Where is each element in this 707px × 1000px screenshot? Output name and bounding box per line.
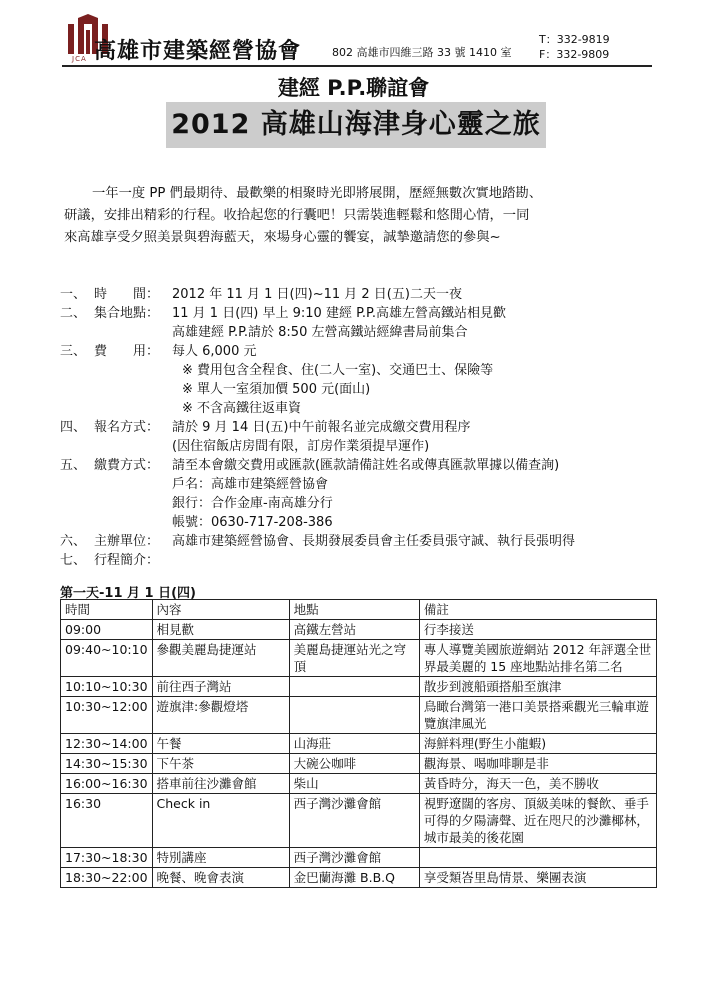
table-row (61, 794, 657, 848)
content-cell: 下午茶 (152, 754, 289, 774)
time-cell: 16:00~16:30 (61, 774, 153, 794)
item-label: 費 用： (94, 344, 160, 359)
item-label: 行程簡介： (94, 553, 160, 568)
account-name: 戶名：高雄市建築經營協會 (172, 477, 329, 492)
item-number: 七、 (60, 553, 87, 568)
item-label: 報名方式： (94, 420, 160, 435)
content-cell: 搭車前往沙灘會館 (152, 774, 289, 794)
day-one-title: 第一天-11 月 1 日(四) (60, 586, 196, 601)
time-cell: 10:10~10:30 (61, 677, 153, 697)
note-cell: 享受類峇里島情景、樂團表演 (419, 868, 656, 888)
table-row (61, 734, 657, 754)
content-cell: 參觀美麗島捷運站 (152, 640, 289, 677)
intro-line: 一年一度 PP 們最期待、最歡樂的相聚時光即將展開，歷經無數次實地踏勘、 (92, 186, 542, 201)
time-cell: 09:40~10:10 (61, 640, 153, 677)
detail-organizer (60, 532, 660, 551)
item-label: 集合地點： (94, 306, 160, 321)
item-value: 請至本會繳交費用或匯款(匯款請備註姓名或傳真匯款單據以備查詢) (172, 458, 560, 473)
header-divider (62, 65, 652, 67)
note-cell: 散步到渡船頭搭船至旗津 (419, 677, 656, 697)
content-cell: 遊旗津:參觀燈塔 (152, 697, 289, 734)
detail-meeting-place (60, 304, 660, 323)
item-value: 2012 年 11 月 1 日(四)~11 月 2 日(五)二天一夜 (172, 287, 462, 302)
table-row (61, 848, 657, 868)
time-cell: 18:30~22:00 (61, 868, 153, 888)
table-row (61, 754, 657, 774)
time-cell: 09:00 (61, 620, 153, 640)
detail-signup (60, 418, 660, 437)
place-cell: 美麗島捷運站光之穹頂 (289, 640, 419, 677)
fee-note: ※ 費用包含全程食、住(二人一室)、交通巴士、保險等 (182, 363, 494, 378)
organization-address: 802 高雄市四維三路 33 號 1410 室 (332, 46, 512, 59)
fee-note: ※ 不含高鐵往返車資 (182, 401, 302, 416)
time-cell: 12:30~14:00 (61, 734, 153, 754)
table-row (61, 640, 657, 677)
content-cell: 午餐 (152, 734, 289, 754)
item-number: 六、 (60, 534, 87, 549)
content-cell: 晚餐、晚會表演 (152, 868, 289, 888)
table-row (61, 868, 657, 888)
place-cell: 西子灣沙灘會館 (289, 848, 419, 868)
fee-note: ※ 單人一室須加價 500 元(面山) (182, 382, 371, 397)
item-number: 一、 (60, 287, 87, 302)
table-row (61, 620, 657, 640)
place-cell (289, 677, 419, 697)
column-header: 地點 (289, 600, 419, 620)
event-title: 2012 高雄山海津身心靈之旅 (166, 102, 546, 148)
table-row (61, 677, 657, 697)
item-number: 五、 (60, 458, 87, 473)
item-label: 繳費方式： (94, 458, 160, 473)
fax: F：332-9809 (539, 48, 610, 61)
note-cell: 觀海景、喝咖啡聊是非 (419, 754, 656, 774)
time-cell: 17:30~18:30 (61, 848, 153, 868)
content-cell: 特別講座 (152, 848, 289, 868)
note-cell: 專人導覽美國旅遊網站 2012 年評選全世界最美麗的 15 座地點站排名第二名 (419, 640, 656, 677)
detail-itinerary (60, 551, 660, 570)
detail-fee (60, 342, 660, 361)
item-number: 四、 (60, 420, 87, 435)
intro-line: 研議，安排出精彩的行程。收拾起您的行囊吧！只需裝進輕鬆和悠閒心情，一同 (64, 208, 530, 223)
time-cell: 14:30~15:30 (61, 754, 153, 774)
item-label: 時 間： (94, 287, 160, 302)
place-cell: 高鐵左營站 (289, 620, 419, 640)
intro-line: 來高雄享受夕照美景與碧海藍天，來場身心靈的饗宴，誠摯邀請您的參與~ (64, 230, 501, 245)
note-cell: 行李接送 (419, 620, 656, 640)
intro-paragraph (64, 183, 654, 249)
item-number: 三、 (60, 344, 87, 359)
place-cell: 金巴蘭海灘 B.B.Q (289, 868, 419, 888)
time-cell: 10:30~12:00 (61, 697, 153, 734)
organization-name: 高雄市建築經營協會 (94, 39, 302, 64)
table-header-row (61, 600, 657, 620)
time-cell: 16:30 (61, 794, 153, 848)
note-cell: 視野遼闊的客房、頂級美味的餐飲、垂手可得的夕陽濤聲、近在咫尺的沙灘椰林，城市最美的後花園 (419, 794, 656, 848)
place-cell: 西子灣沙灘會館 (289, 794, 419, 848)
telephone: T：332-9819 (539, 33, 610, 46)
contact-block (539, 32, 610, 62)
item-value: 請於 9 月 14 日(五)中午前報名並完成繳交費用程序 (172, 420, 471, 435)
detail-payment (60, 456, 660, 475)
bank-name: 銀行：合作金庫-南高雄分行 (172, 496, 333, 511)
table-row (61, 774, 657, 794)
note-cell (419, 848, 656, 868)
column-header: 時間 (61, 600, 153, 620)
note-cell: 黃昏時分，海天一色，美不勝收 (419, 774, 656, 794)
place-cell (289, 697, 419, 734)
place-cell: 山海莊 (289, 734, 419, 754)
account-number: 帳號：0630-717-208-386 (172, 515, 333, 530)
note-cell: 海鮮料理(野生小龍蝦) (419, 734, 656, 754)
content-cell: 相見歡 (152, 620, 289, 640)
content-cell: 前往西子灣站 (152, 677, 289, 697)
column-header: 備註 (419, 600, 656, 620)
item-value: 11 月 1 日(四) 早上 9:10 建經 P.P.高雄左營高鐵站相見歡 (172, 306, 506, 321)
schedule-table (60, 599, 657, 888)
place-cell: 大碗公咖啡 (289, 754, 419, 774)
note-cell: 鳥瞰台灣第一港口美景搭乘觀光三輪車遊覽旗津風光 (419, 697, 656, 734)
item-label: 主辦單位： (94, 534, 160, 549)
table-row (61, 697, 657, 734)
event-details (60, 285, 660, 570)
column-header: 內容 (152, 600, 289, 620)
item-continuation: (因住宿飯店房間有限，訂房作業須提早運作) (172, 439, 430, 454)
logo-abbreviation: JCA (72, 55, 87, 63)
item-value: 高雄市建築經營協會、長期發展委員會主任委員張守誠、執行長張明得 (172, 534, 576, 549)
content-cell: Check in (152, 794, 289, 848)
detail-time (60, 285, 660, 304)
item-continuation: 高雄建經 P.P.請於 8:50 左營高鐵站經緯書局前集合 (172, 325, 468, 340)
place-cell: 柴山 (289, 774, 419, 794)
item-value: 每人 6,000 元 (172, 344, 257, 359)
item-number: 二、 (60, 306, 87, 321)
event-subtitle: 建經 P.P.聯誼會 (277, 76, 430, 100)
